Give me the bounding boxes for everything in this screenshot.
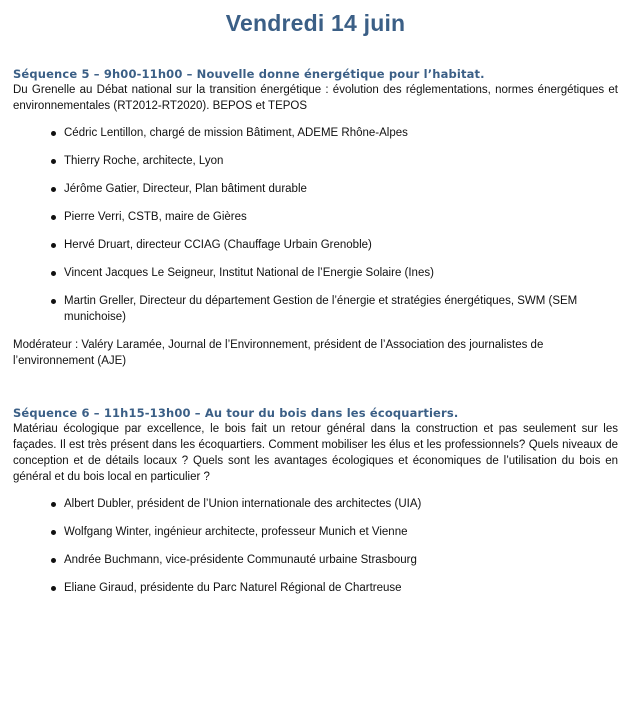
bullet-icon — [51, 131, 56, 136]
list-item — [51, 209, 618, 225]
section-title: Séquence 5 – 9h00-11h00 – Nouvelle donne énergétique pour l’habitat. — [13, 67, 485, 81]
list-item — [51, 524, 618, 540]
speaker-text: Albert Dubler, président de l’Union internationale des architectes (UIA) — [64, 498, 422, 510]
bullet-icon — [51, 187, 56, 192]
list-item — [51, 237, 618, 253]
list-item — [51, 181, 618, 197]
speaker-text: Martin Greller, Directeur du département Gestion de l’énergie et stratégies énergétiques, SWM (SEM munichoise) — [64, 295, 578, 323]
moderator-text: Modérateur : Valéry Laramée, Journal de l’Environnement, président de l’Association des journalistes de l’environnement (AJE) — [13, 339, 544, 367]
speaker-list — [13, 125, 618, 325]
section-description: Du Grenelle au Débat national sur la transition énergétique : évolution des réglementations, normes énergétiques et environnementales (RT2012-RT2020). BEPOS et TEPOS — [13, 84, 618, 112]
section-title: Séquence 6 – 11h15-13h00 – Au tour du bois dans les écoquartiers. — [13, 406, 459, 420]
list-item — [51, 496, 618, 512]
speaker-text: Andrée Buchmann, vice-présidente Communauté urbaine Strasbourg — [64, 554, 417, 566]
list-item — [51, 153, 618, 169]
list-item — [51, 580, 618, 596]
list-item — [51, 293, 618, 325]
section-description: Matériau écologique par excellence, le bois fait un retour général dans la construction et pas seulement sur les façades. Il est très présent dans les écoquartiers. Comment mobiliser les élus et les professionnels? Quels niveaux de conception et de détails locaux ? Quels sont les avantages écologiques et économiques de l’utilisation du bois en général et du bois local en particulier ? — [13, 423, 618, 483]
bullet-icon — [51, 299, 56, 304]
speaker-text: Wolfgang Winter, ingénieur architecte, professeur Munich et Vienne — [64, 526, 408, 538]
bullet-icon — [51, 586, 56, 591]
bullet-icon — [51, 530, 56, 535]
section-sequence-5 — [13, 66, 618, 369]
speaker-text: Cédric Lentillon, chargé de mission Bâtiment, ADEME Rhône-Alpes — [64, 127, 408, 139]
bullet-icon — [51, 215, 56, 220]
bullet-icon — [51, 558, 56, 563]
speaker-text: Hervé Druart, directeur CCIAG (Chauffage Urbain Grenoble) — [64, 239, 372, 251]
list-item — [51, 125, 618, 141]
speaker-text: Thierry Roche, architecte, Lyon — [64, 155, 224, 167]
bullet-icon — [51, 159, 56, 164]
speaker-list — [13, 496, 618, 596]
section-sequence-6 — [13, 405, 618, 596]
speaker-text: Pierre Verri, CSTB, maire de Gières — [64, 211, 247, 223]
bullet-icon — [51, 243, 56, 248]
speaker-text: Eliane Giraud, présidente du Parc Naturel Régional de Chartreuse — [64, 582, 402, 594]
bullet-icon — [51, 271, 56, 276]
list-item — [51, 552, 618, 568]
list-item — [51, 265, 618, 281]
bullet-icon — [51, 502, 56, 507]
speaker-text: Jérôme Gatier, Directeur, Plan bâtiment durable — [64, 183, 307, 195]
page-title: Vendredi 14 juin — [225, 10, 406, 36]
speaker-text: Vincent Jacques Le Seigneur, Institut National de l’Energie Solaire (Ines) — [64, 267, 434, 279]
